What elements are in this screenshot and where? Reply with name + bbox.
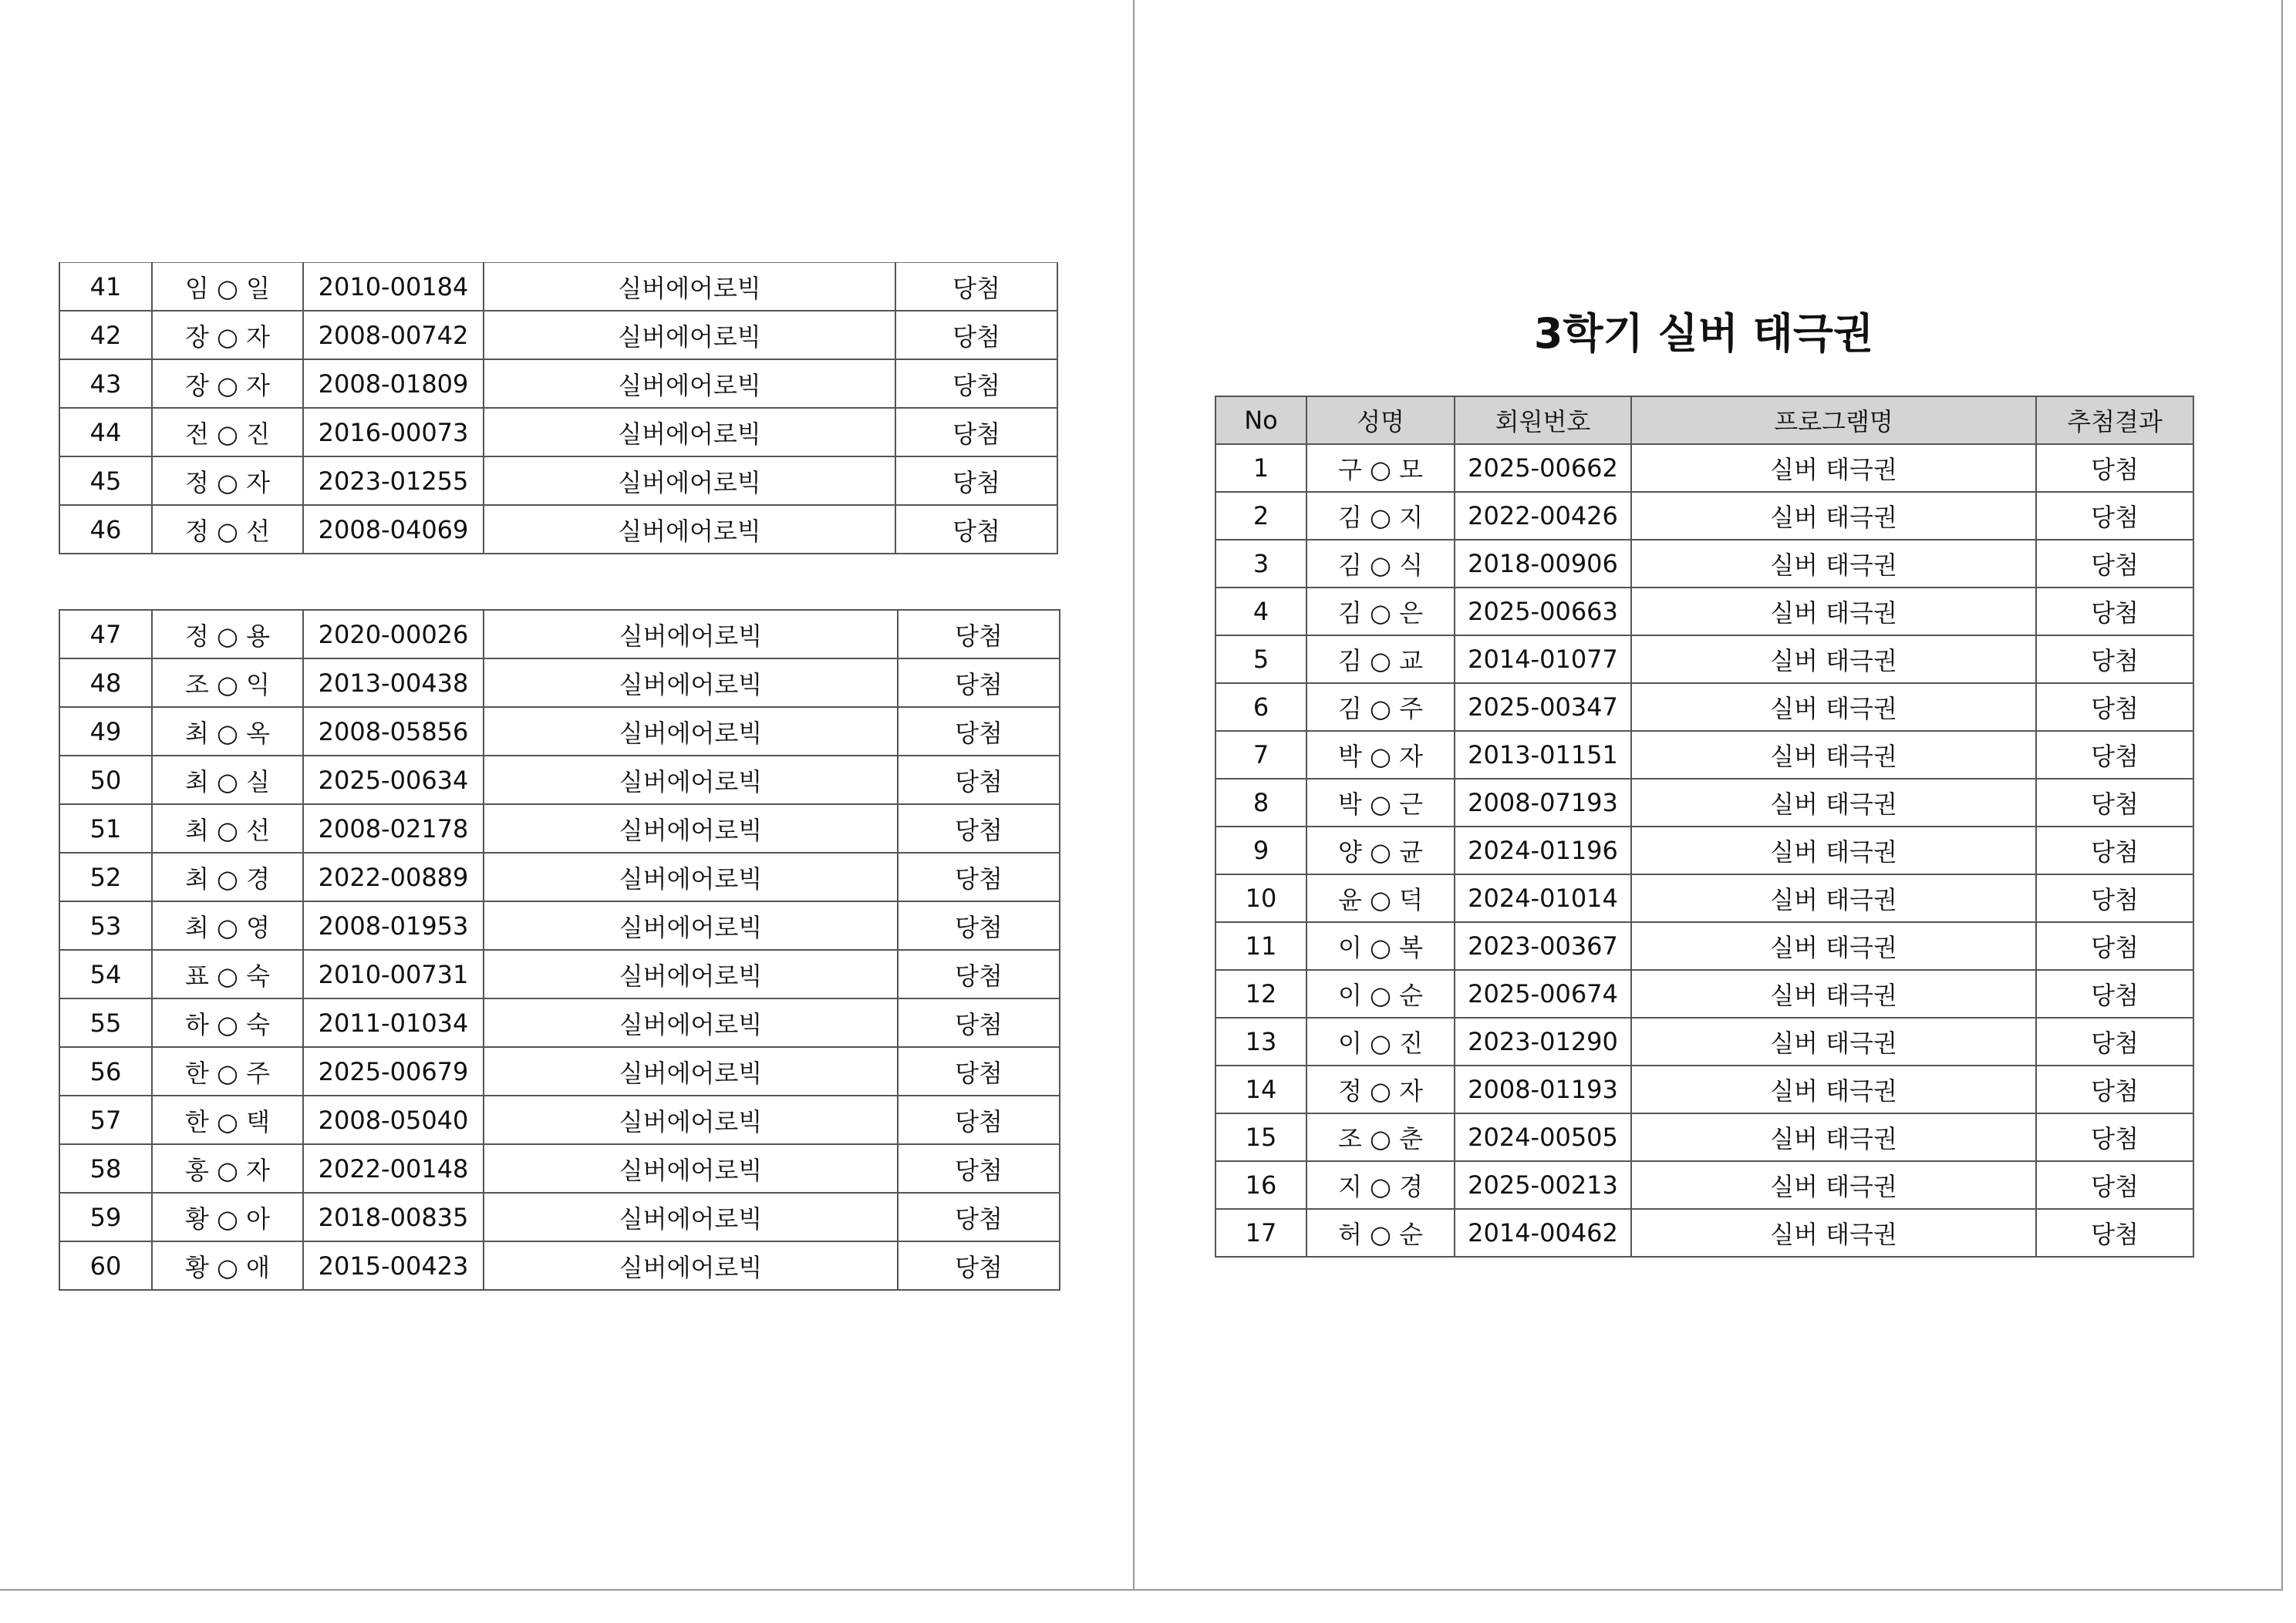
cell-no: 43: [59, 359, 152, 408]
cell-no: 9: [1215, 827, 1306, 874]
cell-result: 당첨: [895, 359, 1057, 408]
cell-program: 실버 태극권: [1631, 1209, 2036, 1257]
cell-name: 윤 ○ 덕: [1306, 874, 1455, 922]
cell-program: 실버 태극권: [1631, 970, 2036, 1018]
cell-program: 실버에어로빅: [484, 359, 895, 408]
table-row: [1215, 922, 2193, 970]
cell-name: 이 ○ 진: [1306, 1018, 1455, 1066]
table-row: [1215, 444, 2193, 492]
cell-program: 실버에어로빅: [484, 311, 895, 359]
cell-member-id: 2025-00674: [1455, 970, 1631, 1018]
table-row: [1215, 492, 2193, 540]
table-row: [1215, 1161, 2193, 1209]
cell-program: 실버에어로빅: [484, 998, 898, 1047]
cell-member-id: 2025-00662: [1455, 444, 1631, 492]
cell-no: 55: [59, 998, 152, 1047]
cell-result: 당첨: [898, 756, 1060, 804]
cell-program: 실버에어로빅: [484, 756, 898, 804]
cell-no: 12: [1215, 970, 1306, 1018]
cell-name: 양 ○ 균: [1306, 827, 1455, 874]
cell-name: 김 ○ 식: [1306, 540, 1455, 588]
table-row: [59, 1144, 1060, 1193]
cell-name: 임 ○ 일: [152, 263, 303, 311]
cell-name: 조 ○ 춘: [1306, 1113, 1455, 1161]
cell-no: 14: [1215, 1066, 1306, 1113]
cell-program: 실버 태극권: [1631, 779, 2036, 827]
page-bottom-edge: [0, 1589, 2283, 1591]
table-row: [59, 998, 1060, 1047]
cell-no: 2: [1215, 492, 1306, 540]
cell-result: 당첨: [895, 311, 1057, 359]
cell-member-id: 2008-02178: [303, 804, 484, 853]
cell-name: 정 ○ 자: [152, 456, 303, 505]
cell-result: 당첨: [898, 610, 1060, 658]
cell-no: 17: [1215, 1209, 1306, 1257]
table-row: [59, 1241, 1060, 1290]
cell-member-id: 2023-01290: [1455, 1018, 1631, 1066]
cell-result: 당첨: [898, 1047, 1060, 1096]
cell-program: 실버에어로빅: [484, 901, 898, 950]
table-row: [1215, 1113, 2193, 1161]
cell-result: 당첨: [898, 707, 1060, 756]
cell-no: 58: [59, 1144, 152, 1193]
cell-member-id: 2015-00423: [303, 1241, 484, 1290]
column-header-result: 추첨결과: [2036, 396, 2193, 444]
cell-name: 장 ○ 자: [152, 311, 303, 359]
cell-result: 당첨: [2036, 635, 2193, 683]
cell-name: 박 ○ 근: [1306, 779, 1455, 827]
table-row: [1215, 683, 2193, 731]
cell-member-id: 2025-00663: [1455, 588, 1631, 635]
cell-program: 실버에어로빅: [484, 658, 898, 707]
table-row: [1215, 970, 2193, 1018]
cell-no: 11: [1215, 922, 1306, 970]
table-row: [59, 505, 1057, 554]
cell-name: 김 ○ 은: [1306, 588, 1455, 635]
cell-program: 실버 태극권: [1631, 540, 2036, 588]
cell-name: 한 ○ 택: [152, 1096, 303, 1144]
cell-member-id: 2008-00742: [303, 311, 484, 359]
cell-name: 정 ○ 자: [1306, 1066, 1455, 1113]
cell-program: 실버에어로빅: [484, 1144, 898, 1193]
cell-member-id: 2008-05040: [303, 1096, 484, 1144]
cell-result: 당첨: [898, 1144, 1060, 1193]
cell-result: 당첨: [895, 408, 1057, 456]
table-row: [1215, 635, 2193, 683]
cell-member-id: 2025-00679: [303, 1047, 484, 1096]
cell-program: 실버 태극권: [1631, 731, 2036, 779]
cell-name: 황 ○ 아: [152, 1193, 303, 1241]
cell-result: 당첨: [2036, 874, 2193, 922]
cell-member-id: 2016-00073: [303, 408, 484, 456]
cell-member-id: 2024-01196: [1455, 827, 1631, 874]
cell-program: 실버 태극권: [1631, 1113, 2036, 1161]
cell-result: 당첨: [898, 998, 1060, 1047]
cell-no: 1: [1215, 444, 1306, 492]
cell-member-id: 2022-00426: [1455, 492, 1631, 540]
cell-result: 당첨: [895, 456, 1057, 505]
cell-program: 실버 태극권: [1631, 588, 2036, 635]
cell-name: 이 ○ 복: [1306, 922, 1455, 970]
cell-member-id: 2011-01034: [303, 998, 484, 1047]
cell-member-id: 2008-01953: [303, 901, 484, 950]
cell-program: 실버에어로빅: [484, 1241, 898, 1290]
cell-no: 4: [1215, 588, 1306, 635]
cell-name: 조 ○ 익: [152, 658, 303, 707]
cell-result: 당첨: [2036, 588, 2193, 635]
cell-member-id: 2025-00347: [1455, 683, 1631, 731]
cell-name: 최 ○ 선: [152, 804, 303, 853]
taichi-winners-table: [1215, 396, 2194, 1258]
table-row: [1215, 779, 2193, 827]
table-row: [1215, 874, 2193, 922]
cell-program: 실버 태극권: [1631, 1066, 2036, 1113]
cell-member-id: 2025-00634: [303, 756, 484, 804]
cell-name: 전 ○ 진: [152, 408, 303, 456]
cell-name: 최 ○ 영: [152, 901, 303, 950]
cell-member-id: 2018-00835: [303, 1193, 484, 1241]
page-right-edge: [2281, 0, 2283, 1590]
cell-no: 56: [59, 1047, 152, 1096]
cell-name: 지 ○ 경: [1306, 1161, 1455, 1209]
table-row: [1215, 540, 2193, 588]
cell-no: 42: [59, 311, 152, 359]
cell-program: 실버에어로빅: [484, 804, 898, 853]
cell-no: 52: [59, 853, 152, 901]
cell-no: 59: [59, 1193, 152, 1241]
cell-no: 5: [1215, 635, 1306, 683]
cell-name: 한 ○ 주: [152, 1047, 303, 1096]
cell-no: 54: [59, 950, 152, 998]
table-row: [59, 456, 1057, 505]
cell-program: 실버 태극권: [1631, 1161, 2036, 1209]
cell-program: 실버 태극권: [1631, 492, 2036, 540]
cell-name: 표 ○ 숙: [152, 950, 303, 998]
cell-result: 당첨: [2036, 683, 2193, 731]
cell-no: 41: [59, 263, 152, 311]
cell-no: 45: [59, 456, 152, 505]
table-row: [1215, 731, 2193, 779]
cell-program: 실버 태극권: [1631, 827, 2036, 874]
cell-name: 구 ○ 모: [1306, 444, 1455, 492]
cell-no: 15: [1215, 1113, 1306, 1161]
column-header-member-id: 회원번호: [1455, 396, 1631, 444]
table-row: [59, 1193, 1060, 1241]
cell-member-id: 2023-01255: [303, 456, 484, 505]
cell-name: 홍 ○ 자: [152, 1144, 303, 1193]
cell-program: 실버에어로빅: [484, 1096, 898, 1144]
table-row: [59, 804, 1060, 853]
cell-program: 실버 태극권: [1631, 874, 2036, 922]
cell-name: 최 ○ 실: [152, 756, 303, 804]
cell-member-id: 2013-00438: [303, 658, 484, 707]
cell-no: 49: [59, 707, 152, 756]
table-row: [1215, 1066, 2193, 1113]
cell-result: 당첨: [2036, 444, 2193, 492]
cell-name: 황 ○ 애: [152, 1241, 303, 1290]
table-row: [59, 359, 1057, 408]
cell-member-id: 2010-00731: [303, 950, 484, 998]
cell-member-id: 2022-00889: [303, 853, 484, 901]
table-row: [59, 901, 1060, 950]
cell-no: 6: [1215, 683, 1306, 731]
cell-no: 44: [59, 408, 152, 456]
cell-member-id: 2010-00184: [303, 263, 484, 311]
cell-program: 실버에어로빅: [484, 610, 898, 658]
cell-member-id: 2008-05856: [303, 707, 484, 756]
cell-result: 당첨: [898, 901, 1060, 950]
cell-result: 당첨: [2036, 1209, 2193, 1257]
cell-result: 당첨: [895, 505, 1057, 554]
cell-name: 이 ○ 순: [1306, 970, 1455, 1018]
table-row: [59, 707, 1060, 756]
cell-member-id: 2022-00148: [303, 1144, 484, 1193]
table-row: [59, 610, 1060, 658]
cell-no: 10: [1215, 874, 1306, 922]
cell-name: 정 ○ 용: [152, 610, 303, 658]
cell-program: 실버 태극권: [1631, 1018, 2036, 1066]
cell-name: 김 ○ 지: [1306, 492, 1455, 540]
cell-name: 정 ○ 선: [152, 505, 303, 554]
table-row: [59, 311, 1057, 359]
aerobics-winners-table: [59, 609, 1060, 1291]
cell-no: 50: [59, 756, 152, 804]
cell-member-id: 2024-01014: [1455, 874, 1631, 922]
cell-name: 하 ○ 숙: [152, 998, 303, 1047]
cell-program: 실버 태극권: [1631, 922, 2036, 970]
table-row: [59, 408, 1057, 456]
cell-member-id: 2025-00213: [1455, 1161, 1631, 1209]
table-row: [59, 263, 1057, 311]
cell-result: 당첨: [2036, 779, 2193, 827]
cell-name: 장 ○ 자: [152, 359, 303, 408]
cell-result: 당첨: [2036, 922, 2193, 970]
table-row: [1215, 1209, 2193, 1257]
cell-no: 57: [59, 1096, 152, 1144]
cell-name: 최 ○ 경: [152, 853, 303, 901]
table-row: [59, 658, 1060, 707]
aerobics-winners-table-continued: [59, 262, 1058, 554]
cell-no: 8: [1215, 779, 1306, 827]
cell-result: 당첨: [2036, 1066, 2193, 1113]
table-row: [1215, 827, 2193, 874]
cell-result: 당첨: [898, 1193, 1060, 1241]
cell-program: 실버에어로빅: [484, 853, 898, 901]
cell-name: 허 ○ 순: [1306, 1209, 1455, 1257]
table-row: [59, 1047, 1060, 1096]
cell-result: 당첨: [2036, 1018, 2193, 1066]
cell-member-id: 2013-01151: [1455, 731, 1631, 779]
cell-member-id: 2014-00462: [1455, 1209, 1631, 1257]
table-row: [59, 853, 1060, 901]
cell-member-id: 2008-07193: [1455, 779, 1631, 827]
cell-result: 당첨: [2036, 1113, 2193, 1161]
cell-result: 당첨: [898, 1241, 1060, 1290]
cell-member-id: 2008-01193: [1455, 1066, 1631, 1113]
cell-result: 당첨: [2036, 970, 2193, 1018]
cell-no: 7: [1215, 731, 1306, 779]
cell-no: 53: [59, 901, 152, 950]
column-header-no: No: [1215, 396, 1306, 444]
cell-name: 김 ○ 주: [1306, 683, 1455, 731]
page-divider: [1133, 0, 1135, 1590]
cell-result: 당첨: [2036, 827, 2193, 874]
cell-program: 실버에어로빅: [484, 707, 898, 756]
cell-program: 실버 태극권: [1631, 635, 2036, 683]
cell-no: 60: [59, 1241, 152, 1290]
cell-program: 실버에어로빅: [484, 1193, 898, 1241]
cell-no: 46: [59, 505, 152, 554]
cell-result: 당첨: [2036, 540, 2193, 588]
cell-no: 16: [1215, 1161, 1306, 1209]
cell-result: 당첨: [898, 1096, 1060, 1144]
cell-member-id: 2024-00505: [1455, 1113, 1631, 1161]
cell-program: 실버 태극권: [1631, 444, 2036, 492]
column-header-program: 프로그램명: [1631, 396, 2036, 444]
cell-no: 48: [59, 658, 152, 707]
cell-member-id: 2020-00026: [303, 610, 484, 658]
cell-result: 당첨: [2036, 1161, 2193, 1209]
cell-program: 실버 태극권: [1631, 683, 2036, 731]
cell-result: 당첨: [898, 658, 1060, 707]
table-row: [59, 950, 1060, 998]
table-header-row: [1215, 396, 2193, 444]
cell-name: 박 ○ 자: [1306, 731, 1455, 779]
cell-program: 실버에어로빅: [484, 505, 895, 554]
table-row: [59, 756, 1060, 804]
cell-result: 당첨: [898, 804, 1060, 853]
table-row: [59, 1096, 1060, 1144]
cell-member-id: 2008-01809: [303, 359, 484, 408]
cell-result: 당첨: [2036, 731, 2193, 779]
cell-result: 당첨: [895, 263, 1057, 311]
cell-program: 실버에어로빅: [484, 950, 898, 998]
cell-no: 51: [59, 804, 152, 853]
table-row: [1215, 588, 2193, 635]
cell-member-id: 2018-00906: [1455, 540, 1631, 588]
cell-program: 실버에어로빅: [484, 408, 895, 456]
cell-result: 당첨: [898, 853, 1060, 901]
cell-program: 실버에어로빅: [484, 456, 895, 505]
column-header-name: 성명: [1306, 396, 1455, 444]
page-title: 3학기 실버 태극권: [1533, 309, 1874, 358]
cell-no: 47: [59, 610, 152, 658]
cell-member-id: 2023-00367: [1455, 922, 1631, 970]
cell-name: 최 ○ 옥: [152, 707, 303, 756]
cell-member-id: 2008-04069: [303, 505, 484, 554]
cell-no: 3: [1215, 540, 1306, 588]
cell-result: 당첨: [2036, 492, 2193, 540]
cell-program: 실버에어로빅: [484, 1047, 898, 1096]
cell-name: 김 ○ 교: [1306, 635, 1455, 683]
cell-no: 13: [1215, 1018, 1306, 1066]
table-row: [1215, 1018, 2193, 1066]
cell-program: 실버에어로빅: [484, 263, 895, 311]
cell-result: 당첨: [898, 950, 1060, 998]
cell-member-id: 2014-01077: [1455, 635, 1631, 683]
